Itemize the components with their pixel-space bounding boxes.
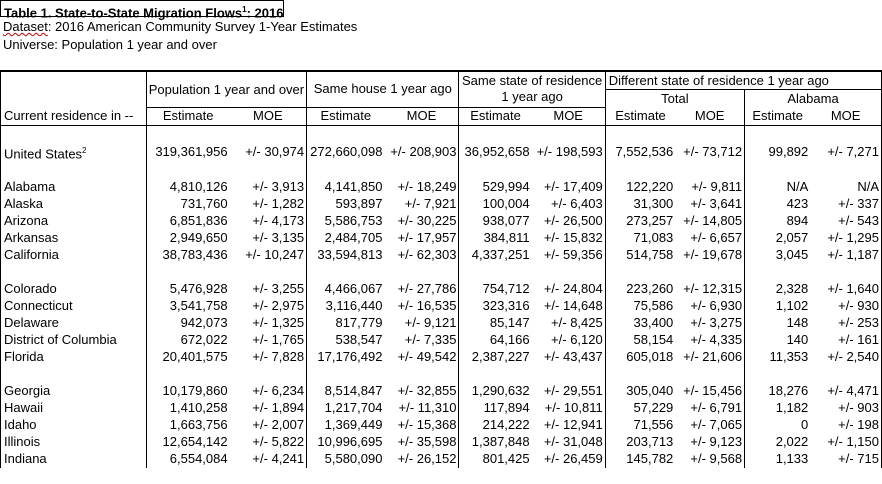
- table-cell: 1,102: [775, 298, 809, 314]
- title-suffix: : 2016: [246, 5, 284, 21]
- table-cell: 99,892: [768, 144, 809, 160]
- table-cell: 384,811: [483, 230, 530, 246]
- table-row: [1, 417, 882, 434]
- table-cell: +/- 3,641: [675, 196, 744, 213]
- table-cell: 3,045: [775, 247, 809, 263]
- table-cell: 942,073: [180, 315, 228, 331]
- table-cell: +/- 62,303: [384, 247, 459, 264]
- col-moe: MOE: [230, 107, 307, 125]
- table-cell: 1,387,848: [471, 434, 530, 450]
- table-cell: +/- 19,678: [675, 247, 744, 264]
- table-cell: +/- 208,903: [384, 143, 459, 162]
- table-cell: +/- 198,593: [532, 143, 606, 162]
- table-cell: 33,400: [633, 315, 674, 331]
- table-cell: 0: [801, 417, 809, 433]
- table-cell: 319,361,956: [155, 144, 228, 160]
- col-moe: MOE: [675, 107, 744, 125]
- header-same-state: Same state of residence 1 year ago: [459, 71, 605, 107]
- row-label: Alabama: [1, 179, 147, 196]
- row-label: United States$^2$: [1, 143, 147, 162]
- row-label: California: [1, 247, 147, 264]
- table-cell: 754,712: [482, 281, 530, 297]
- table-cell: 593,897: [335, 196, 383, 212]
- table-cell: 272,660,098: [310, 144, 383, 160]
- table-cell: 145,782: [626, 451, 674, 467]
- table-title: [0, 0, 882, 21]
- table-cell: +/- 29,551: [532, 383, 606, 400]
- table-cell: +/- 6,657: [675, 230, 744, 247]
- table-cell: 2,484,705: [324, 230, 383, 246]
- dataset-line: [3, 19, 357, 35]
- table-cell: 894: [786, 213, 809, 229]
- table-row: [1, 281, 882, 298]
- header-corner: [1, 71, 147, 90]
- table-cell: +/- 49,542: [384, 349, 459, 366]
- row-label: Indiana: [1, 451, 147, 468]
- table-cell: 18,276: [768, 383, 809, 399]
- table-cell: 1,410,258: [169, 400, 228, 416]
- table-cell: 8,514,847: [324, 383, 383, 399]
- table-cell: 11,353: [769, 349, 809, 365]
- table-cell: 36,952,658: [464, 144, 530, 160]
- table-row: [1, 143, 882, 162]
- table-cell: +/- 7,921: [384, 196, 459, 213]
- table-cell: 323,316: [482, 298, 530, 314]
- table-cell: +/- 43,437: [532, 349, 606, 366]
- table-cell: +/- 17,409: [532, 179, 606, 196]
- table-cell: 4,810,126: [169, 179, 228, 195]
- table-cell: 203,713: [626, 434, 674, 450]
- table-cell: +/- 3,135: [230, 230, 307, 247]
- table-row: [1, 434, 882, 451]
- table-cell: 5,586,753: [324, 213, 383, 229]
- table-cell: 2,328: [775, 281, 809, 297]
- table-cell: 140: [786, 332, 809, 348]
- title-footnote: 1: [242, 5, 247, 14]
- table-cell: +/- 715: [810, 451, 881, 468]
- table-cell: 305,040: [626, 383, 674, 399]
- header-same-house: Same house 1 year ago: [307, 71, 459, 107]
- table-cell: 3,541,758: [169, 298, 228, 314]
- table-cell: 2,022: [775, 434, 809, 450]
- table-cell: 6,554,084: [169, 451, 228, 467]
- table-cell: 6,851,836: [169, 213, 228, 229]
- row-label: Colorado: [1, 281, 147, 298]
- table-cell: +/- 31,048: [532, 434, 606, 451]
- table-row: [1, 298, 882, 315]
- table-cell: 938,077: [482, 213, 530, 229]
- col-moe: MOE: [810, 107, 881, 125]
- table-cell: 85,147: [489, 315, 530, 331]
- table-cell: 3,116,440: [325, 298, 383, 314]
- migration-table: [0, 70, 882, 468]
- table-cell: +/- 6,930: [675, 298, 744, 315]
- table-cell: 1,290,632: [471, 383, 530, 399]
- header-pop: Population 1 year and over: [146, 71, 306, 107]
- table-cell: 57,229: [633, 400, 674, 416]
- col-estimate: Estimate: [605, 107, 675, 125]
- table-row: [1, 332, 882, 349]
- col-moe: MOE: [384, 107, 459, 125]
- row-label: Delaware: [1, 315, 147, 332]
- header-alabama: Alabama: [745, 90, 882, 108]
- col-estimate: Estimate: [146, 107, 229, 125]
- table-cell: +/- 6,234: [230, 383, 307, 400]
- table-cell: +/- 18,249: [384, 179, 459, 196]
- table-cell: 2,387,227: [471, 349, 530, 365]
- table-cell: +/- 8,425: [532, 315, 606, 332]
- table-row: [1, 179, 882, 196]
- table-cell: 514,758: [626, 247, 674, 263]
- table-cell: +/- 930: [810, 298, 881, 315]
- dataset-key: Dataset: [3, 19, 48, 34]
- table-cell: +/- 6,120: [532, 332, 606, 349]
- table-cell: 4,466,067: [324, 281, 383, 297]
- table-cell: 58,154: [633, 332, 674, 348]
- table-cell: +/- 337: [810, 196, 881, 213]
- table-cell: N/A: [786, 179, 809, 195]
- table-cell: 117,894: [483, 400, 530, 416]
- table-cell: 538,547: [335, 332, 383, 348]
- table-cell: +/- 11,310: [384, 400, 459, 417]
- dataset-value: : 2016 American Community Survey 1-Year Estimates: [47, 19, 358, 34]
- table-cell: +/- 15,456: [675, 383, 744, 400]
- row-label: District of Columbia: [1, 332, 147, 349]
- table-cell: +/- 21,606: [675, 349, 744, 366]
- table-cell: 17,176,492: [317, 349, 383, 365]
- table-cell: +/- 10,811: [532, 400, 606, 417]
- table-cell: 1,663,756: [169, 417, 228, 433]
- table-cell: +/- 9,121: [384, 315, 459, 332]
- table-cell: 2,949,650: [169, 230, 228, 246]
- row-label: Florida: [1, 349, 147, 366]
- table-row: [1, 213, 882, 230]
- table-cell: +/- 161: [810, 332, 881, 349]
- row-label: Hawaii: [1, 400, 147, 417]
- table-cell: +/- 7,271: [810, 143, 881, 162]
- table-cell: +/- 12,941: [532, 417, 606, 434]
- header-total: Total: [605, 90, 744, 108]
- table-cell: 672,022: [180, 332, 228, 348]
- table-row: [1, 383, 882, 400]
- table-cell: 223,260: [626, 281, 674, 297]
- table-cell: +/- 30,974: [230, 143, 307, 162]
- table-cell: 817,779: [335, 315, 383, 331]
- table-row: [1, 451, 882, 468]
- table-cell: 31,300: [633, 196, 674, 212]
- table-cell: +/- 14,805: [675, 213, 744, 230]
- header-row-label: Current residence in --: [1, 107, 147, 125]
- table-cell: 1,182: [775, 400, 809, 416]
- table-cell: +/- 3,255: [230, 281, 307, 298]
- universe-line: Universe: Population 1 year and over: [3, 37, 217, 52]
- table-cell: +/- 1,187: [810, 247, 881, 264]
- table-cell: 4,337,251: [471, 247, 530, 263]
- table-cell: +/- 7,828: [230, 349, 307, 366]
- table-cell: +/- 1,150: [810, 434, 881, 451]
- table-cell: +/- 6,791: [675, 400, 744, 417]
- header-diff-state: Different state of residence 1 year ago: [605, 71, 881, 90]
- table-cell: +/- 16,535: [384, 298, 459, 315]
- title-text: Table 1. State-to-State Migration Flows: [4, 5, 243, 21]
- table-cell: +/- 27,786: [384, 281, 459, 298]
- table-cell: +/- 24,804: [532, 281, 606, 298]
- table-cell: 1,217,704: [324, 400, 383, 416]
- row-label: Arkansas: [1, 230, 147, 247]
- table-cell: +/- 6,403: [532, 196, 606, 213]
- table-cell: +/- 14,648: [532, 298, 606, 315]
- table-cell: +/- 1,295: [810, 230, 881, 247]
- table-cell: +/- 253: [810, 315, 881, 332]
- table-cell: 38,783,436: [162, 247, 228, 263]
- table-cell: N/A: [810, 179, 881, 196]
- table-cell: +/- 7,065: [675, 417, 744, 434]
- table-cell: 529,994: [482, 179, 530, 195]
- table-row: [1, 315, 882, 332]
- table-cell: 10,996,695: [317, 434, 383, 450]
- table-cell: +/- 1,894: [230, 400, 307, 417]
- table-cell: +/- 15,832: [532, 230, 606, 247]
- table-row: [1, 400, 882, 417]
- table-cell: 5,476,928: [169, 281, 228, 297]
- table-cell: 2,057: [775, 230, 809, 246]
- table-cell: +/- 2,540: [810, 349, 881, 366]
- table-cell: 100,004: [482, 196, 530, 212]
- table-cell: 122,220: [626, 179, 674, 195]
- table-cell: +/- 32,855: [384, 383, 459, 400]
- table-cell: 10,179,860: [162, 383, 228, 399]
- table-cell: +/- 7,335: [384, 332, 459, 349]
- table-cell: +/- 3,913: [230, 179, 307, 196]
- table-cell: +/- 1,640: [810, 281, 881, 298]
- row-label: Idaho: [1, 417, 147, 434]
- table-cell: +/- 2,007: [230, 417, 307, 434]
- table-cell: 801,425: [482, 451, 530, 467]
- table-cell: 214,222: [482, 417, 530, 433]
- table-cell: +/- 4,241: [230, 451, 307, 468]
- table-row: [1, 196, 882, 213]
- table-row: [1, 247, 882, 264]
- table-cell: +/- 9,568: [675, 451, 744, 468]
- table-cell: 71,083: [633, 230, 674, 246]
- table-cell: +/- 1,325: [230, 315, 307, 332]
- table-cell: +/- 9,123: [675, 434, 744, 451]
- table-cell: +/- 1,282: [230, 196, 307, 213]
- table-cell: +/- 9,811: [675, 179, 744, 196]
- table-cell: +/- 26,459: [532, 451, 606, 468]
- table-cell: +/- 73,712: [675, 143, 744, 162]
- table-cell: +/- 12,315: [675, 281, 744, 298]
- table-cell: 12,654,142: [162, 434, 228, 450]
- table-cell: 605,018: [626, 349, 674, 365]
- table-cell: +/- 198: [810, 417, 881, 434]
- table-cell: 4,141,850: [324, 179, 383, 195]
- table-cell: 7,552,536: [615, 144, 674, 160]
- table-cell: +/- 17,957: [384, 230, 459, 247]
- table-cell: +/- 4,173: [230, 213, 307, 230]
- table-cell: +/- 10,247: [230, 247, 307, 264]
- table-cell: +/- 903: [810, 400, 881, 417]
- table-cell: 1,133: [775, 451, 809, 467]
- row-label: Illinois: [1, 434, 147, 451]
- table-row: [1, 349, 882, 366]
- table-cell: +/- 543: [810, 213, 881, 230]
- table-cell: +/- 59,356: [532, 247, 606, 264]
- col-estimate: Estimate: [459, 107, 532, 125]
- table-cell: 273,257: [626, 213, 674, 229]
- col-estimate: Estimate: [307, 107, 385, 125]
- table-cell: 731,760: [180, 196, 228, 212]
- row-label: Connecticut: [1, 298, 147, 315]
- table-cell: +/- 1,765: [230, 332, 307, 349]
- table-cell: 1,369,449: [324, 417, 383, 433]
- table-cell: 75,586: [633, 298, 674, 314]
- table-cell: +/- 4,471: [810, 383, 881, 400]
- row-label: Arizona: [1, 213, 147, 230]
- table-cell: +/- 4,335: [675, 332, 744, 349]
- col-moe: MOE: [532, 107, 606, 125]
- table-cell: +/- 5,822: [230, 434, 307, 451]
- table-cell: 148: [786, 315, 809, 331]
- table-cell: 5,580,090: [324, 451, 383, 467]
- table-cell: 423: [786, 196, 809, 212]
- table-cell: 33,594,813: [317, 247, 383, 263]
- table-cell: +/- 26,152: [384, 451, 459, 468]
- table-cell: 20,401,575: [162, 349, 228, 365]
- row-label: Georgia: [1, 383, 147, 400]
- row-label: Alaska: [1, 196, 147, 213]
- table-row: [1, 230, 882, 247]
- table-cell: +/- 35,598: [384, 434, 459, 451]
- table-cell: +/- 15,368: [384, 417, 459, 434]
- table-cell: +/- 30,225: [384, 213, 459, 230]
- table-cell: 71,556: [633, 417, 674, 433]
- selected-cell[interactable]: [0, 0, 284, 21]
- table-cell: 64,166: [489, 332, 530, 348]
- table-cell: +/- 26,500: [532, 213, 606, 230]
- table-cell: +/- 2,975: [230, 298, 307, 315]
- col-estimate: Estimate: [745, 107, 811, 125]
- table-cell: +/- 3,275: [675, 315, 744, 332]
